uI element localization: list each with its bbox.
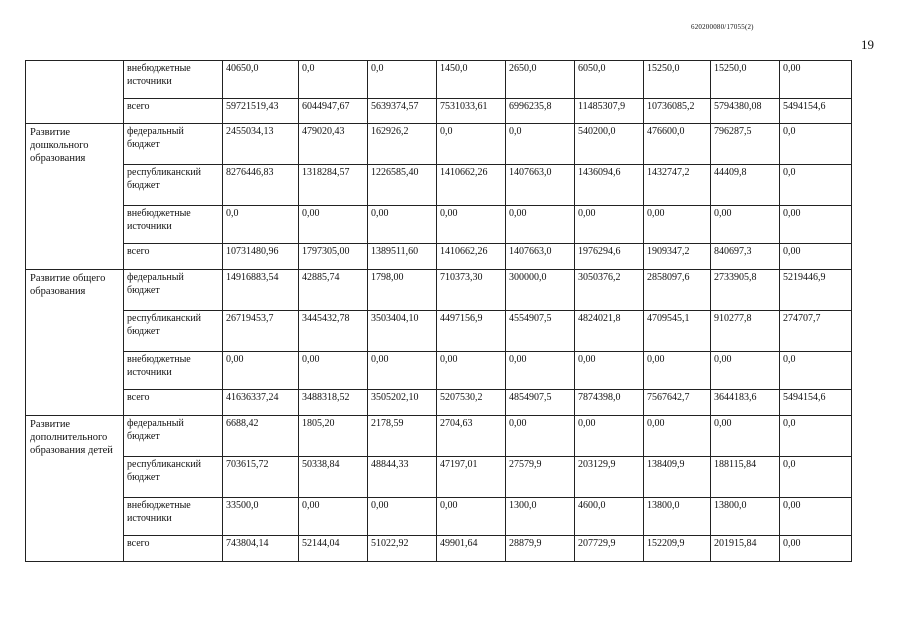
value-cell: 26719453,7 — [223, 311, 299, 352]
value-cell: 7531033,61 — [437, 99, 506, 124]
value-cell: 4709545,1 — [644, 311, 711, 352]
value-cell: 6050,0 — [575, 61, 644, 99]
value-cell: 540200,0 — [575, 124, 644, 165]
value-cell: 1300,0 — [506, 498, 575, 536]
value-cell: 207729,9 — [575, 536, 644, 562]
value-cell: 910277,8 — [711, 311, 780, 352]
value-cell: 1389511,60 — [368, 244, 437, 270]
value-cell: 0,0 — [299, 61, 368, 99]
value-cell: 703615,72 — [223, 457, 299, 498]
table-row — [26, 457, 852, 498]
value-cell: 15250,0 — [711, 61, 780, 99]
value-cell: 300000,0 — [506, 270, 575, 311]
value-cell: 10731480,96 — [223, 244, 299, 270]
value-cell: 5639374,57 — [368, 99, 437, 124]
funding-source-cell: всего — [124, 244, 223, 270]
value-cell: 138409,9 — [644, 457, 711, 498]
value-cell: 203129,9 — [575, 457, 644, 498]
value-cell: 3503404,10 — [368, 311, 437, 352]
program-name-cell: Развитие дополнительного образования детей — [26, 416, 124, 562]
value-cell: 0,00 — [299, 206, 368, 244]
value-cell: 152209,9 — [644, 536, 711, 562]
value-cell: 6688,42 — [223, 416, 299, 457]
value-cell: 27579,9 — [506, 457, 575, 498]
value-cell: 42885,74 — [299, 270, 368, 311]
value-cell: 13800,0 — [711, 498, 780, 536]
funding-source-cell: внебюджетные источники — [124, 498, 223, 536]
table-row — [26, 536, 852, 562]
value-cell: 50338,84 — [299, 457, 368, 498]
value-cell: 59721519,43 — [223, 99, 299, 124]
table-row — [26, 416, 852, 457]
funding-source-cell: республиканский бюджет — [124, 457, 223, 498]
value-cell: 15250,0 — [644, 61, 711, 99]
value-cell: 48844,33 — [368, 457, 437, 498]
table-row — [26, 61, 852, 99]
table-row — [26, 311, 852, 352]
value-cell: 4854907,5 — [506, 390, 575, 416]
value-cell: 201915,84 — [711, 536, 780, 562]
table-row — [26, 498, 852, 536]
value-cell: 2650,0 — [506, 61, 575, 99]
value-cell: 2455034,13 — [223, 124, 299, 165]
funding-source-cell: республиканский бюджет — [124, 165, 223, 206]
value-cell: 4554907,5 — [506, 311, 575, 352]
value-cell: 4600,0 — [575, 498, 644, 536]
value-cell: 7567642,7 — [644, 390, 711, 416]
value-cell: 40650,0 — [223, 61, 299, 99]
value-cell: 49901,64 — [437, 536, 506, 562]
value-cell: 0,00 — [299, 352, 368, 390]
table-row — [26, 124, 852, 165]
value-cell: 7874398,0 — [575, 390, 644, 416]
value-cell: 1407663,0 — [506, 165, 575, 206]
value-cell: 743804,14 — [223, 536, 299, 562]
value-cell: 274707,7 — [780, 311, 852, 352]
value-cell: 11485307,9 — [575, 99, 644, 124]
document-code: 620200080/17055(2) — [691, 23, 754, 31]
value-cell: 1432747,2 — [644, 165, 711, 206]
funding-source-cell: федеральный бюджет — [124, 416, 223, 457]
value-cell: 0,0 — [506, 124, 575, 165]
budget-table — [25, 60, 852, 562]
value-cell: 0,0 — [780, 457, 852, 498]
value-cell: 0,00 — [644, 352, 711, 390]
program-name-cell — [26, 61, 124, 124]
value-cell: 0,00 — [780, 61, 852, 99]
value-cell: 0,00 — [575, 206, 644, 244]
value-cell: 0,00 — [711, 352, 780, 390]
value-cell: 10736085,2 — [644, 99, 711, 124]
value-cell: 0,0 — [780, 352, 852, 390]
value-cell: 1407663,0 — [506, 244, 575, 270]
value-cell: 0,00 — [299, 498, 368, 536]
value-cell: 0,00 — [368, 498, 437, 536]
value-cell: 2858097,6 — [644, 270, 711, 311]
value-cell: 2733905,8 — [711, 270, 780, 311]
value-cell: 0,00 — [780, 244, 852, 270]
value-cell: 1976294,6 — [575, 244, 644, 270]
value-cell: 0,00 — [437, 498, 506, 536]
value-cell: 3505202,10 — [368, 390, 437, 416]
value-cell: 5494154,6 — [780, 99, 852, 124]
value-cell: 0,00 — [780, 206, 852, 244]
value-cell: 0,00 — [506, 352, 575, 390]
funding-source-cell: внебюджетные источники — [124, 352, 223, 390]
table-row — [26, 352, 852, 390]
value-cell: 0,00 — [711, 206, 780, 244]
value-cell: 8276446,83 — [223, 165, 299, 206]
value-cell: 0,00 — [368, 206, 437, 244]
value-cell: 479020,43 — [299, 124, 368, 165]
value-cell: 0,00 — [368, 352, 437, 390]
value-cell: 0,00 — [575, 416, 644, 457]
funding-source-cell: внебюджетные источники — [124, 61, 223, 99]
value-cell: 5207530,2 — [437, 390, 506, 416]
value-cell: 14916883,54 — [223, 270, 299, 311]
value-cell: 1436094,6 — [575, 165, 644, 206]
value-cell: 1410662,26 — [437, 165, 506, 206]
value-cell: 1450,0 — [437, 61, 506, 99]
table-row — [26, 270, 852, 311]
funding-source-cell: республиканский бюджет — [124, 311, 223, 352]
value-cell: 33500,0 — [223, 498, 299, 536]
value-cell: 1410662,26 — [437, 244, 506, 270]
value-cell: 0,00 — [437, 352, 506, 390]
funding-source-cell: внебюджетные источники — [124, 206, 223, 244]
value-cell: 51022,92 — [368, 536, 437, 562]
value-cell: 0,00 — [711, 416, 780, 457]
value-cell: 162926,2 — [368, 124, 437, 165]
value-cell: 0,00 — [575, 352, 644, 390]
value-cell: 0,0 — [223, 206, 299, 244]
funding-source-cell: федеральный бюджет — [124, 124, 223, 165]
table-body — [26, 61, 852, 562]
value-cell: 3488318,52 — [299, 390, 368, 416]
program-name-cell: Развитие общего образования — [26, 270, 124, 416]
value-cell: 28879,9 — [506, 536, 575, 562]
value-cell: 0,00 — [780, 536, 852, 562]
table-row — [26, 165, 852, 206]
value-cell: 6044947,67 — [299, 99, 368, 124]
value-cell: 0,0 — [780, 165, 852, 206]
value-cell: 3644183,6 — [711, 390, 780, 416]
table-row — [26, 99, 852, 124]
value-cell: 1805,20 — [299, 416, 368, 457]
value-cell: 4824021,8 — [575, 311, 644, 352]
value-cell: 0,0 — [780, 124, 852, 165]
value-cell: 6996235,8 — [506, 99, 575, 124]
value-cell: 1318284,57 — [299, 165, 368, 206]
value-cell: 1226585,40 — [368, 165, 437, 206]
value-cell: 0,0 — [437, 124, 506, 165]
value-cell: 0,0 — [780, 416, 852, 457]
value-cell: 4497156,9 — [437, 311, 506, 352]
value-cell: 710373,30 — [437, 270, 506, 311]
page-number: 19 — [861, 37, 874, 52]
value-cell: 0,00 — [223, 352, 299, 390]
value-cell: 0,00 — [644, 416, 711, 457]
value-cell: 476600,0 — [644, 124, 711, 165]
value-cell: 0,00 — [506, 416, 575, 457]
value-cell: 0,00 — [506, 206, 575, 244]
value-cell: 44409,8 — [711, 165, 780, 206]
program-name-cell: Развитие дошкольного образования — [26, 124, 124, 270]
value-cell: 13800,0 — [644, 498, 711, 536]
value-cell: 1797305,00 — [299, 244, 368, 270]
value-cell: 5494154,6 — [780, 390, 852, 416]
value-cell: 0,0 — [368, 61, 437, 99]
funding-source-cell: всего — [124, 99, 223, 124]
value-cell: 1909347,2 — [644, 244, 711, 270]
value-cell: 52144,04 — [299, 536, 368, 562]
value-cell: 840697,3 — [711, 244, 780, 270]
value-cell: 796287,5 — [711, 124, 780, 165]
table-row — [26, 244, 852, 270]
funding-source-cell: всего — [124, 536, 223, 562]
value-cell: 47197,01 — [437, 457, 506, 498]
value-cell: 188115,84 — [711, 457, 780, 498]
value-cell: 2178,59 — [368, 416, 437, 457]
table-row — [26, 390, 852, 416]
value-cell: 0,00 — [780, 498, 852, 536]
value-cell: 5794380,08 — [711, 99, 780, 124]
value-cell: 0,00 — [437, 206, 506, 244]
funding-source-cell: всего — [124, 390, 223, 416]
value-cell: 3050376,2 — [575, 270, 644, 311]
funding-source-cell: федеральный бюджет — [124, 270, 223, 311]
value-cell: 3445432,78 — [299, 311, 368, 352]
value-cell: 41636337,24 — [223, 390, 299, 416]
value-cell: 5219446,9 — [780, 270, 852, 311]
value-cell: 1798,00 — [368, 270, 437, 311]
value-cell: 0,00 — [644, 206, 711, 244]
value-cell: 2704,63 — [437, 416, 506, 457]
table-row — [26, 206, 852, 244]
